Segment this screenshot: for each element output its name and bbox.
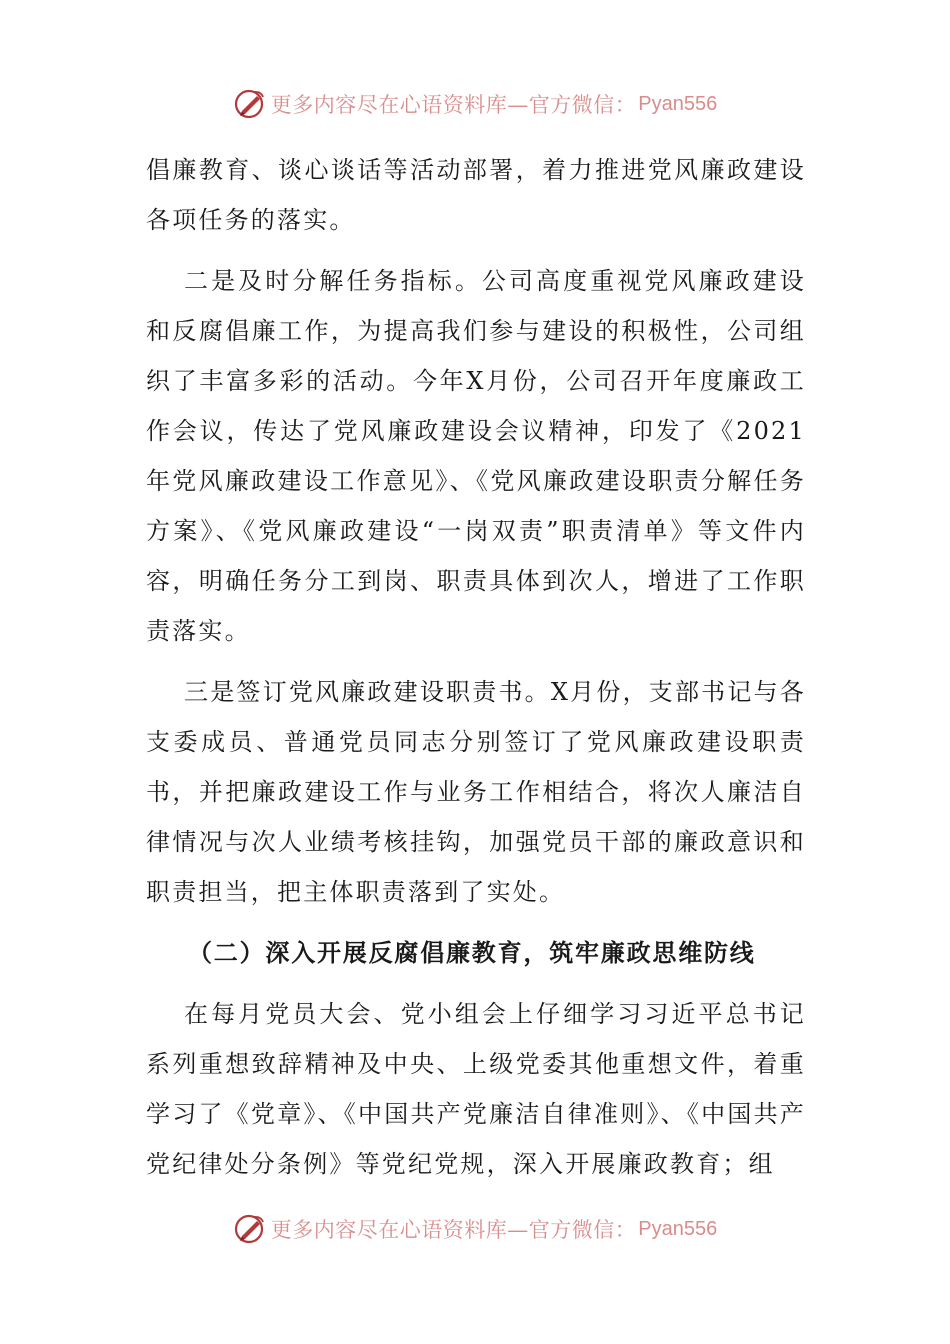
paragraph-continuation: 倡廉教育、谈心谈话等活动部署，着力推进党风廉政建设各项任务的落实。	[146, 156, 806, 234]
watermark-text: 更多内容尽在心语资料库—官方微信：	[270, 1218, 637, 1242]
watermark-wechat-id: Pyan556	[638, 92, 718, 115]
watermark-footer	[0, 1209, 950, 1249]
watermark-wechat-id: Pyan556	[638, 1217, 718, 1240]
document-body	[146, 145, 806, 1189]
watermark-header	[0, 84, 950, 124]
section-heading: （二）深入开展反腐倡廉教育，筑牢廉政思维防线	[188, 939, 756, 967]
pen-logo-icon	[233, 87, 267, 121]
paragraph-education: 在每月党员大会、党小组会上仔细学习习近平总书记系列重想致辞精神及中央、上级党委其他重想文件，着重学习了《党章》、《中国共产党廉洁自律准则》、《中国共产党纪律处分条例》等党纪党规，深入开展廉政教育；组	[146, 1000, 806, 1178]
paragraph-task-breakdown: 二是及时分解任务指标。公司高度重视党风廉政建设和反腐倡廉工作，为提高我们参与建设的积极性，公司组织了丰富多彩的活动。今年X月份，公司召开年度廉政工作会议，传达了党风廉政建设会议精神，印发了《2021年党风廉政建设工作意见》、《党风廉政建设职责分解任务方案》、《党风廉政建设“一岗双责”职责清单》等文件内容，明确任务分工到岗、职责具体到次人，增进了工作职责落实。	[146, 267, 806, 645]
pen-logo-icon	[233, 1212, 267, 1246]
paragraph-responsibility-letter: 三是签订党风廉政建设职责书。X月份，支部书记与各支委成员、普通党员同志分别签订了党风廉政建设职责书，并把廉政建设工作与业务工作相结合，将次人廉洁自律情况与次人业绩考核挂钩，加强党员干部的廉政意识和职责担当，把主体职责落到了实处。	[146, 678, 806, 906]
watermark-text: 更多内容尽在心语资料库—官方微信：	[270, 93, 637, 117]
